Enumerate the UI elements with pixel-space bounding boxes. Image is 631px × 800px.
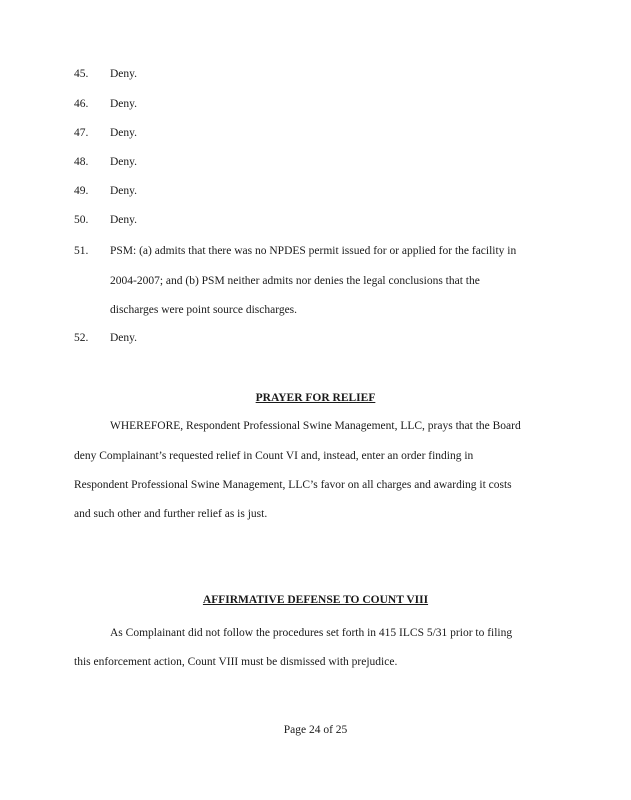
item-text: Deny.	[110, 127, 138, 139]
prayer-heading: PRAYER FOR RELIEF	[255, 392, 376, 404]
item-text-line: discharges were point source discharges.	[110, 304, 298, 316]
item-number: 45.	[74, 68, 89, 80]
defense-heading: AFFIRMATIVE DEFENSE TO COUNT VIII	[202, 594, 429, 606]
item-text: Deny.	[110, 332, 138, 344]
prayer-line: and such other and further relief as is just.	[74, 508, 268, 520]
prayer-line: Respondent Professional Swine Management, LLC’s favor on all charges and awarding it costs	[74, 479, 512, 491]
prayer-line: WHEREFORE, Respondent Professional Swine Management, LLC, prays that the Board	[110, 420, 521, 432]
defense-line: this enforcement action, Count VIII must be dismissed with prejudice.	[74, 656, 398, 668]
item-text-line: 2004-2007; and (b) PSM neither admits nor denies the legal conclusions that the	[110, 275, 480, 287]
item-number: 47.	[74, 127, 89, 139]
prayer-line: deny Complainant’s requested relief in Count VI and, instead, enter an order finding in	[74, 450, 474, 462]
defense-line: As Complainant did not follow the procedures set forth in 415 ILCS 5/31 prior to filing	[110, 627, 513, 639]
item-number: 46.	[74, 98, 89, 110]
item-number: 51.	[74, 245, 89, 257]
item-number: 48.	[74, 156, 89, 168]
item-text: Deny.	[110, 68, 138, 80]
item-number: 50.	[74, 214, 89, 226]
item-number: 49.	[74, 185, 89, 197]
item-text-line: PSM: (a) admits that there was no NPDES permit issued for or applied for the facility in	[110, 245, 517, 257]
item-text: Deny.	[110, 156, 138, 168]
item-text: Deny.	[110, 214, 138, 226]
item-text: Deny.	[110, 98, 138, 110]
item-text: Deny.	[110, 185, 138, 197]
page-number: Page 24 of 25	[283, 724, 348, 736]
item-number: 52.	[74, 332, 89, 344]
